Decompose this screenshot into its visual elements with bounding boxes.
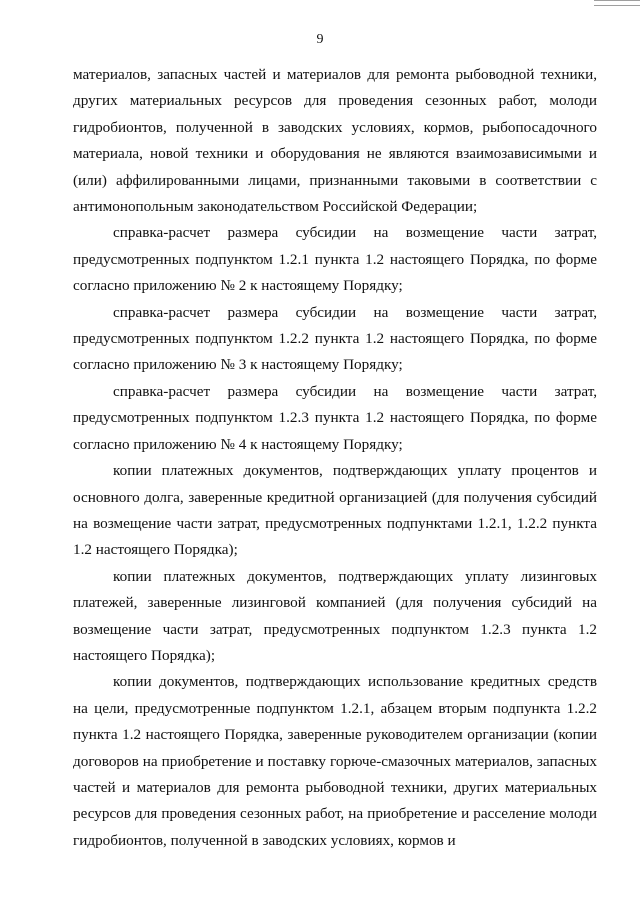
scan-corner-mark xyxy=(594,0,640,6)
paragraph-form-4: справка-расчет размера субсидии на возмещение части затрат, предусмотренных подпунктом 1.2.3 пункта 1.2 настоящего Порядка, по форме согласно приложению № 4 к настоящему Порядку; xyxy=(73,382,597,453)
paragraph-documents-usage: копии документов, подтверждающих использование кредитных средств на цели, предусмотренные подпунктом 1.2.1, абзацем вторым подпункта 1.2.2 пункта 1.2 настоящего Порядка, заверенные руководителем организации (копии договоров на приобретение и поставку горюче-смазочных материалов, запасных частей и материалов для ремонта рыбоводной техники, других материальных ресурсов для проведения сезонных работ, на приобретение и расселение молоди гидробионтов, полученной в заводских условиях, кормов и xyxy=(73,673,597,849)
paragraph-form-2: справка-расчет размера субсидии на возмещение части затрат, предусмотренных подпунктом 1.2.1 пункта 1.2 настоящего Порядка, по форме согласно приложению № 2 к настоящему Порядку; xyxy=(73,224,597,295)
paragraph-continuation: материалов, запасных частей и материалов для ремонта рыбоводной техники, других материальных ресурсов для проведения сезонных работ, молоди гидробионтов, полученной в заводских условиях, кормов, рыбопосадочного материала, новой техники и оборудования не являются взаимозависимыми и (или) аффилированными лицами, признанными таковыми в соответствии с антимонопольным законодательством Российской Федерации; xyxy=(73,66,597,216)
document-body xyxy=(73,62,597,854)
page-number: 9 xyxy=(316,32,324,47)
paragraph-payment-leasing: копии платежных документов, подтверждающих уплату лизинговых платежей, заверенные лизинговой компанией (для получения субсидий на возмещение части затрат, предусмотренных подпунктом 1.2.3 пункта 1.2 настоящего Порядка); xyxy=(73,567,597,664)
paragraph-form-3: справка-расчет размера субсидии на возмещение части затрат, предусмотренных подпунктом 1.2.2 пункта 1.2 настоящего Порядка, по форме согласно приложению № 3 к настоящему Порядку; xyxy=(73,303,597,374)
paragraph-payment-credit: копии платежных документов, подтверждающих уплату процентов и основного долга, заверенные кредитной организацией (для получения субсидий на возмещение части затрат, предусмотренных подпунктами 1.2.1, 1.2.2 пункта 1.2 настоящего Порядка); xyxy=(73,462,597,559)
